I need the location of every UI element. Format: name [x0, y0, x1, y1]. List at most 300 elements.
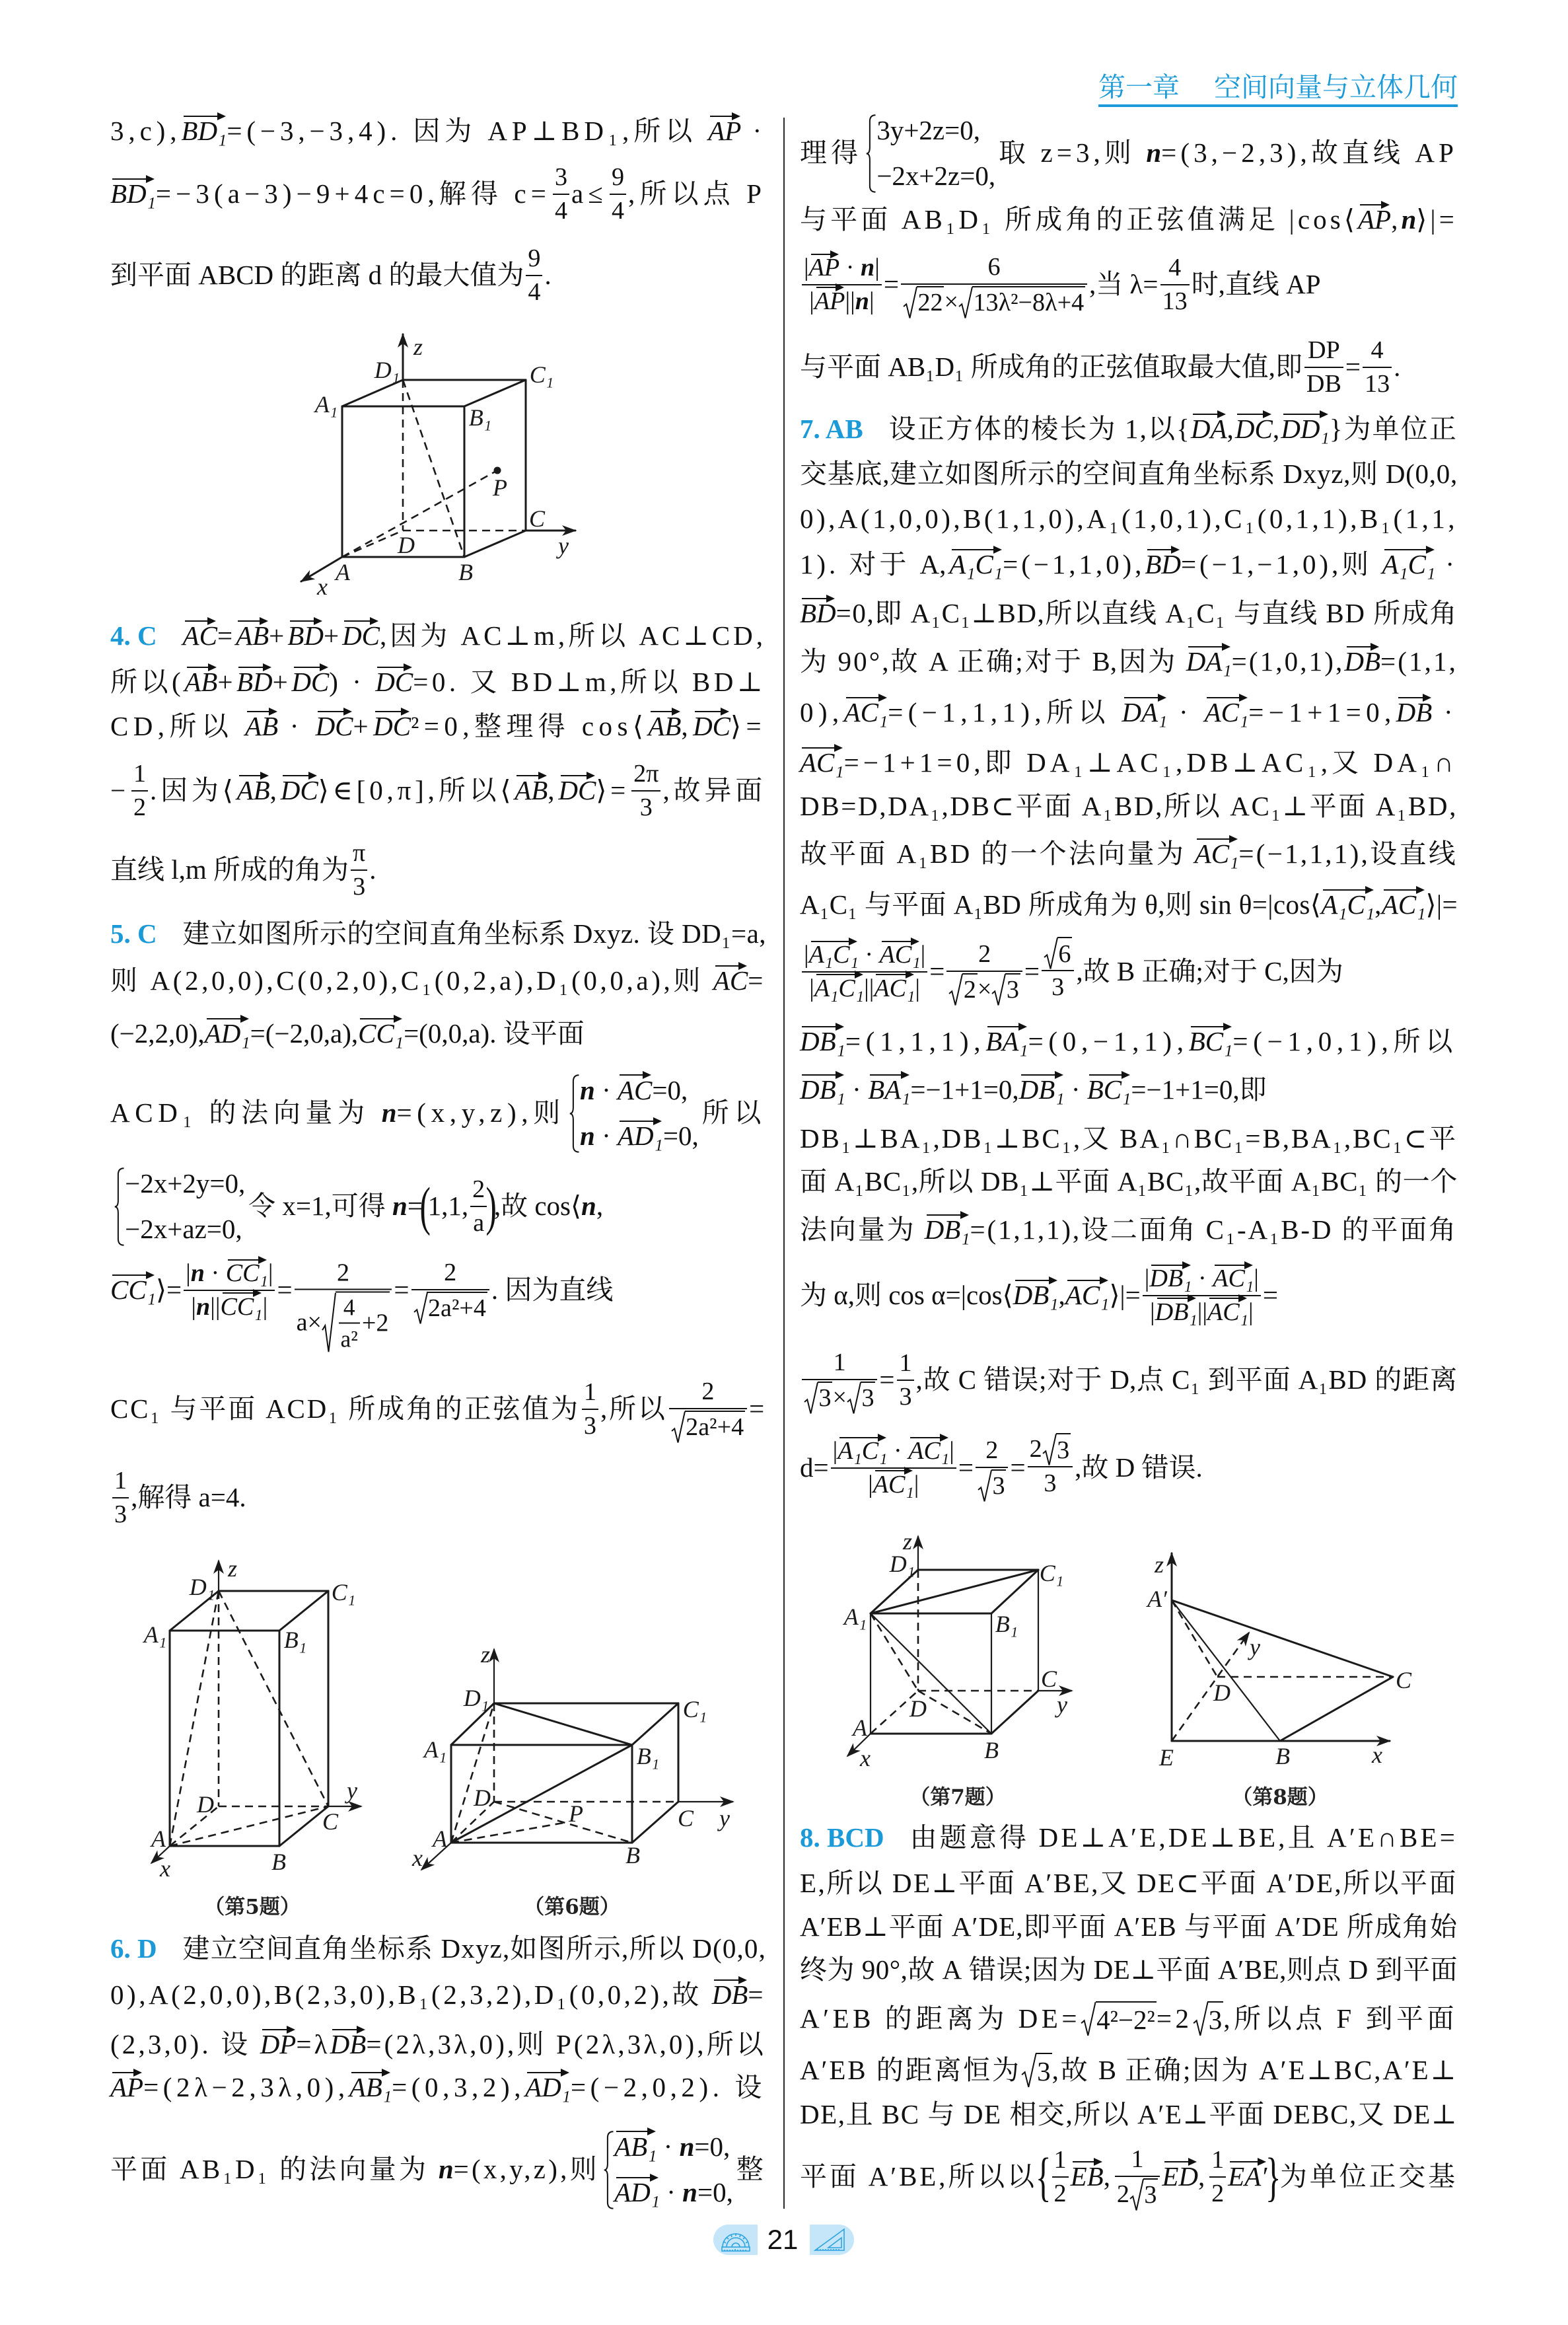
text-run: | — [804, 940, 809, 969]
radicand — [1057, 937, 1072, 970]
fraction-denominator — [897, 1381, 913, 1413]
fraction — [295, 1258, 392, 1354]
label-y: y — [347, 1777, 357, 1804]
text-run: 交基底,建立如图所示的空间直角坐标系 Dxyz,则 D(0,0, — [800, 459, 1458, 490]
fraction-denominator — [631, 792, 660, 823]
fraction-numerator — [1363, 336, 1392, 368]
text-run: −2x+az=0, — [125, 1214, 242, 1245]
fraction-denominator — [339, 1323, 360, 1353]
fraction — [411, 1258, 489, 1324]
fraction — [1028, 1433, 1073, 1499]
vector: A₁C₁ — [837, 1436, 887, 1467]
fraction-denominator — [802, 973, 927, 1004]
text-run: (2,3,0). 设 — [110, 2029, 260, 2060]
fraction-numerator — [1160, 253, 1190, 285]
equation-row — [125, 1213, 245, 1245]
vector: AB — [515, 774, 548, 807]
option-letter: A — [929, 646, 948, 677]
text-run: , — [1374, 889, 1382, 920]
text-run: =−3(a−3)−9+4c=0,解得 c= — [155, 178, 551, 209]
fraction-numerator — [901, 252, 1087, 285]
vector: AC — [183, 620, 217, 652]
text-run: = — [1024, 956, 1040, 987]
text-run: = — [749, 1393, 767, 1424]
text-run: DP — [1308, 336, 1340, 364]
text-run: 建立如图所示的空间直角坐标系 Dxyz. 设 DD₁=a, — [182, 918, 766, 949]
text-run: , — [269, 775, 281, 806]
edge-b-c — [464, 531, 526, 557]
text-run: | — [1248, 1298, 1254, 1326]
page-badge-left — [713, 2225, 758, 2255]
radicand — [1143, 2178, 1158, 2211]
text-run: ⟩= — [155, 1274, 182, 1306]
text-run: 3 — [992, 1472, 1005, 1500]
radicand — [972, 286, 1085, 319]
radical-sign-icon — [847, 1382, 861, 1415]
vector: BC₁ — [1087, 1074, 1131, 1106]
fraction — [976, 1436, 1008, 1502]
radical-sign-icon — [804, 1382, 818, 1415]
text-run: · — [1192, 1264, 1213, 1292]
text-run: =0, — [652, 1074, 688, 1105]
text-run: + — [217, 667, 236, 698]
text-run: || — [845, 287, 855, 315]
answer-label: 7. AB — [800, 414, 863, 445]
fraction-denominator — [582, 1410, 598, 1442]
text-run: · — [839, 253, 861, 281]
text-run: 1 — [899, 1348, 912, 1377]
fraction — [669, 1377, 747, 1443]
text-run: A′EB 的距离为 DE= — [800, 2003, 1081, 2034]
normal-vector-n: n — [381, 1097, 397, 1128]
fraction-denominator — [831, 1469, 956, 1500]
text-run: =(1,1,1), — [845, 1026, 986, 1057]
vector: DP — [260, 2028, 297, 2061]
text-run: CC₁ 与平面 ACD₁ 所成角的正弦值为 — [110, 1393, 580, 1424]
radicand — [917, 286, 944, 319]
text-run: 6 — [1058, 940, 1071, 968]
text-run: , — [939, 549, 950, 580]
label-x: x — [1372, 1742, 1382, 1768]
vector: AD₁ — [205, 1017, 250, 1050]
vector: A₁C₁ — [1382, 548, 1435, 581]
label-c: C — [1395, 1667, 1412, 1693]
text-run: ,当 λ= — [1089, 269, 1158, 300]
text-run: 由题意得 DE⊥A′E,DE⊥BE,且 A′E∩BE= — [909, 1822, 1458, 1853]
vector: A₁C₁ — [1321, 889, 1374, 921]
fraction — [1304, 336, 1343, 400]
text-run: 3 — [1057, 1436, 1070, 1464]
segment-a1-b — [871, 1613, 991, 1734]
text-run: 13 — [1365, 369, 1390, 398]
text-run: , — [1058, 1280, 1065, 1311]
radical-sign-icon — [1193, 2001, 1208, 2036]
fraction-denominator — [470, 1207, 487, 1239]
text-run: −2x+2z=0, — [876, 161, 996, 192]
equation-row — [876, 114, 995, 147]
radical-sign-icon — [1021, 2053, 1036, 2088]
text-run: CD,所以 — [110, 711, 246, 742]
text-run: 2 — [1053, 2179, 1067, 2207]
text-run: 终为 90°,故 — [800, 1954, 943, 1985]
normal-vector-n: n — [679, 2131, 695, 2162]
text-run: | — [262, 1292, 268, 1321]
fraction-denominator — [351, 871, 367, 903]
text-run: · — [660, 2177, 683, 2208]
fraction — [351, 838, 367, 903]
text-run: 理得 — [800, 137, 863, 168]
vector: AC — [713, 965, 748, 997]
vector: DB — [330, 2028, 367, 2061]
label-d: D — [398, 532, 415, 558]
vector: AC₁ — [800, 747, 844, 779]
set-square-icon — [810, 2225, 854, 2255]
fraction — [802, 1348, 877, 1414]
text-run: 2 — [701, 1377, 715, 1405]
text-run: 3 — [818, 1384, 832, 1413]
text-run: · — [741, 116, 767, 147]
fraction-numerator — [1028, 1433, 1073, 1468]
left-brace-icon — [114, 1167, 125, 1246]
answer-label: 4. C — [110, 620, 157, 651]
vector: BD — [236, 666, 273, 698]
equation-row — [614, 2131, 733, 2163]
text-run: 2 — [472, 1175, 485, 1203]
text-run: 为 α,则 cos α=|cos⟨ — [800, 1280, 1013, 1311]
label-a: A — [336, 559, 350, 585]
radicand — [1005, 973, 1020, 1006]
text-run: 4 — [611, 196, 625, 225]
edge-b-c — [632, 1802, 678, 1843]
text-run: . — [1394, 351, 1401, 383]
text-run: =(2λ,3λ,0),则 P(2λ,3λ,0),所以 — [366, 2029, 766, 2060]
label-a1: A₁ — [314, 391, 338, 418]
fraction — [582, 1378, 598, 1442]
fraction-denominator — [112, 1498, 129, 1530]
text-run: 为 90°,故 — [800, 646, 929, 677]
fraction-numerator — [553, 163, 569, 195]
text-run: =λ — [296, 2029, 330, 2060]
text-run: · — [858, 940, 880, 969]
radical-sign-icon — [991, 973, 1005, 1006]
fraction-numerator — [411, 1258, 489, 1290]
segment-d1-c — [219, 1591, 328, 1806]
label-z: z — [480, 1641, 491, 1668]
text-run: =(0,0,a). 设平面 — [404, 1018, 585, 1049]
fraction-numerator — [470, 1175, 487, 1207]
fraction — [1052, 2145, 1069, 2209]
text-run: =−1+1=0, — [910, 1074, 1019, 1105]
text-run: 2 — [1211, 2179, 1225, 2207]
text-run: DB₁⊥BA₁,DB₁⊥BC₁,又 BA₁∩BC₁=B,BA₁,BC₁⊂平 — [800, 1123, 1458, 1154]
text-run: 错误;对于 — [976, 1364, 1110, 1395]
text-run: ,因为 AC⊥m,所以 AC⊥CD, — [380, 620, 767, 651]
fraction — [631, 759, 660, 823]
text-run: 所以 — [701, 1097, 767, 1128]
text-run: 错误. — [1135, 1452, 1203, 1483]
text-run: ,故 — [915, 1364, 958, 1395]
text-run: 正确;因为 A′E⊥BC,A′E⊥ — [1116, 2055, 1458, 2086]
equation-row — [614, 2176, 733, 2209]
text-run: 平面 A′BE,所以以 — [800, 2161, 1037, 2192]
label-b1: B₁ — [468, 404, 492, 431]
text-run: 6 — [987, 252, 1001, 281]
figure-caption-q6: （第6题） — [524, 1895, 620, 1919]
text-run: | — [191, 1292, 196, 1321]
text-run: , — [548, 775, 559, 806]
text-run: =0, — [697, 2177, 733, 2208]
vector: AC₁ — [844, 696, 888, 729]
fraction-numerator — [295, 1258, 392, 1290]
text-run: = — [1345, 351, 1361, 383]
point-p — [494, 467, 501, 474]
text-run: 3 — [554, 163, 568, 191]
label-x: x — [317, 573, 328, 600]
text-run: 9 — [611, 163, 625, 191]
label-x: x — [860, 1745, 871, 1771]
left-brace-icon — [603, 2131, 614, 2209]
vector: CC₁ — [358, 1017, 404, 1050]
text-run: =0. 又 BD⊥m,所以 BD⊥ — [413, 667, 766, 698]
text-run: 1 — [114, 1466, 127, 1495]
fraction-denominator — [131, 792, 148, 823]
fraction-numerator — [1042, 937, 1074, 972]
text-run: 2 — [985, 1436, 999, 1464]
equation-system — [603, 2131, 733, 2209]
text-run: 为单位正交基 — [1279, 2161, 1458, 2192]
fraction-denominator — [411, 1290, 489, 1325]
equation-rows — [580, 1074, 699, 1153]
vector: AP — [814, 287, 845, 317]
vector: CC₁ — [226, 1259, 268, 1289]
label-y: y — [1057, 1691, 1067, 1718]
figure-q5-prism — [143, 1555, 361, 1882]
fraction-denominator — [1052, 2178, 1069, 2209]
vector: DC — [693, 710, 731, 743]
fraction — [802, 940, 927, 1004]
option-letter: A — [919, 549, 940, 580]
fraction-denominator — [1115, 2177, 1160, 2211]
square-root — [958, 286, 1085, 319]
text-run: · — [1167, 697, 1205, 728]
text-run: 直线 l,m 所成的角为 — [110, 854, 349, 885]
fraction — [1209, 2145, 1226, 2209]
figure-caption-q5: （第5题） — [204, 1895, 301, 1919]
fraction — [897, 1348, 913, 1413]
fraction — [526, 244, 542, 308]
normal-vector-n: n — [392, 1191, 408, 1222]
vector: AB₁ — [349, 2071, 392, 2104]
text-run: . — [369, 854, 376, 885]
radical-sign-icon — [413, 1292, 427, 1325]
square-root — [978, 1469, 1006, 1502]
hidden-edge-a-d — [342, 531, 403, 557]
text-run: ,故 — [1076, 956, 1117, 987]
edge-b1-c1 — [464, 380, 526, 406]
text-run: 3 — [1044, 1469, 1057, 1498]
segment-d1-b1 — [494, 1703, 632, 1745]
text-run: 4 — [554, 196, 568, 225]
text-run: 正确;对于 — [1135, 956, 1265, 987]
text-run: + — [353, 711, 374, 742]
text-run: × — [832, 1383, 847, 1411]
figure-q3-cube — [301, 334, 575, 600]
fraction — [1115, 2145, 1160, 2211]
text-run: · — [1435, 549, 1458, 580]
text-run: | — [1254, 1264, 1259, 1292]
fraction-numerator — [339, 1294, 360, 1324]
text-run: | — [809, 287, 814, 315]
fraction-numerator — [610, 163, 626, 195]
square-root — [1193, 2001, 1224, 2036]
fraction — [1042, 937, 1074, 1003]
fraction-numerator — [669, 1377, 747, 1409]
fraction-denominator — [1304, 368, 1343, 400]
label-z: z — [413, 334, 423, 360]
label-a: A — [433, 1826, 447, 1852]
fraction-denominator — [526, 276, 542, 308]
big-delimiter: } — [1265, 2147, 1281, 2207]
vector: AB — [648, 710, 681, 743]
text-run: | — [832, 1436, 838, 1465]
square-root — [671, 1411, 745, 1444]
option-letter: A — [942, 1954, 962, 1985]
fraction — [184, 1259, 275, 1323]
radical-sign-icon — [958, 286, 972, 319]
vector: AC₁ — [880, 940, 921, 971]
text-run: 0),A(1,0,0),B(1,1,0),A₁(1,0,1),C₁(0,1,1),B₁(1,1, — [800, 503, 1458, 535]
label-p: P — [493, 474, 507, 501]
big-delimiter: { — [1035, 2147, 1051, 2207]
vector: DB — [712, 1979, 748, 2011]
radicand — [818, 1382, 832, 1415]
text-run: × — [977, 975, 992, 1003]
text-run: 1). 对于 — [800, 549, 920, 580]
fraction-denominator — [901, 285, 1087, 319]
fraction — [553, 163, 569, 227]
text-run: =−1+1=0,即 DA₁⊥AC₁,DB⊥AC₁,又 DA₁∩ — [843, 747, 1458, 778]
fraction-denominator — [1143, 1296, 1261, 1328]
text-run: ⟩|= — [1425, 889, 1458, 920]
text-run: =0,即 A₁C₁⊥BD,所以直线 A₁C₁ 与直线 BD 所成角 — [836, 598, 1458, 629]
text-run: | — [915, 974, 921, 1002]
figure-q8-folded-triangle — [1146, 1551, 1412, 1771]
text-run: − — [110, 775, 129, 806]
text-run: 3 — [1037, 2056, 1051, 2087]
text-run: || — [210, 1292, 221, 1321]
label-d: D — [1213, 1679, 1230, 1706]
normal-vector-n: n — [580, 1074, 595, 1105]
text-run: 3 — [1144, 2181, 1157, 2209]
label-d1: D₁ — [463, 1685, 489, 1711]
figure-q7-cube — [843, 1528, 1072, 1771]
edge-b1-c1 — [279, 1591, 328, 1631]
label-c: C — [1040, 1666, 1057, 1692]
label-y: y — [1250, 1634, 1260, 1660]
text-run: 正确;对于 — [948, 646, 1092, 677]
text-run: =(1,1,1),设二面角 C₁-A₁B-D 的平面角 — [970, 1214, 1458, 1245]
text-run: 4 — [1168, 253, 1182, 281]
text-run: =(x,y,z),则 — [453, 2154, 600, 2185]
text-run: 3,c), — [110, 116, 182, 147]
text-run: .因为⟨ — [150, 775, 237, 806]
text-run: | — [913, 1470, 919, 1498]
square-root — [903, 286, 944, 319]
vector: AC — [618, 1074, 652, 1107]
vector: DD₁ — [1281, 413, 1329, 445]
option-letter: B — [1116, 956, 1135, 987]
text-run: 1 — [583, 1378, 596, 1406]
text-run: · — [657, 2131, 680, 2162]
vector: DC — [342, 620, 380, 652]
vector: AC₁ — [1382, 889, 1426, 921]
text-run: =(0,3,2), — [392, 2072, 526, 2103]
radical-sign-icon — [948, 973, 962, 1006]
text-run: =(−1,0,1),所以 — [1232, 1026, 1458, 1057]
text-run: a — [473, 1208, 485, 1237]
option-letter: D — [1110, 1364, 1129, 1395]
text-run: 1 — [1053, 2145, 1067, 2174]
vector: DB₁ — [1149, 1264, 1192, 1294]
text-run: −2x+2y=0, — [125, 1167, 246, 1199]
label-a: A — [853, 1715, 867, 1741]
text-run: 平面 AB₁D₁ 的法向量为 — [110, 2154, 439, 2185]
radicand — [336, 1292, 390, 1354]
square-root — [1021, 2053, 1052, 2088]
vector: BD — [1145, 548, 1181, 581]
label-d1: D₁ — [889, 1551, 915, 1577]
text-run: 所以( — [110, 667, 185, 698]
text-run: A′EB⊥平面 A′DE,即平面 A′EB 与平面 A′DE 所成角始 — [800, 1911, 1458, 1942]
text-run: A₁C₁ 与平面 A₁BD 所成角为 θ,则 sin θ=|cos⟨ — [800, 889, 1322, 920]
vector: BD₁ — [110, 178, 156, 210]
text-run: , — [1391, 204, 1402, 235]
text-run: 3 — [1208, 2005, 1223, 2036]
radicand — [1207, 2001, 1223, 2036]
fraction-denominator — [976, 1468, 1008, 1502]
radical-sign-icon — [1129, 2178, 1143, 2211]
figure-q6-cuboid — [411, 1641, 733, 1871]
text-run: | — [1144, 1264, 1150, 1292]
text-run: 1 — [133, 759, 147, 788]
answer-label: 5. C — [110, 918, 157, 949]
text-run: 2 — [963, 976, 976, 1004]
text-run: =2 — [1156, 2003, 1193, 2034]
radicand — [685, 1411, 745, 1444]
text-run: =(1,0,1), — [1231, 646, 1345, 677]
radical-sign-icon — [322, 1292, 336, 1354]
vector: A₁C₁ — [809, 940, 859, 971]
vector: DB₁ — [1019, 1074, 1065, 1106]
text-run: , — [1272, 414, 1281, 445]
fraction-denominator — [1028, 1467, 1073, 1499]
text-run: × — [944, 287, 958, 316]
edge-a1-d1 — [342, 380, 403, 406]
option-letter: C — [1264, 956, 1283, 987]
label-e: E — [1159, 1744, 1174, 1771]
radicand — [991, 1469, 1006, 1502]
equation-row — [876, 160, 995, 192]
label-c: C — [528, 505, 546, 532]
label-y: y — [719, 1805, 730, 1831]
vector: BA₁ — [868, 1074, 910, 1106]
text-run: + — [323, 620, 343, 651]
label-a1: A₁ — [843, 1604, 867, 1630]
label-b: B — [1275, 1743, 1290, 1769]
vector: AD₁ — [618, 1120, 663, 1152]
vector: AC₁ — [1207, 1298, 1248, 1328]
vector: DA₁ — [1122, 696, 1167, 729]
